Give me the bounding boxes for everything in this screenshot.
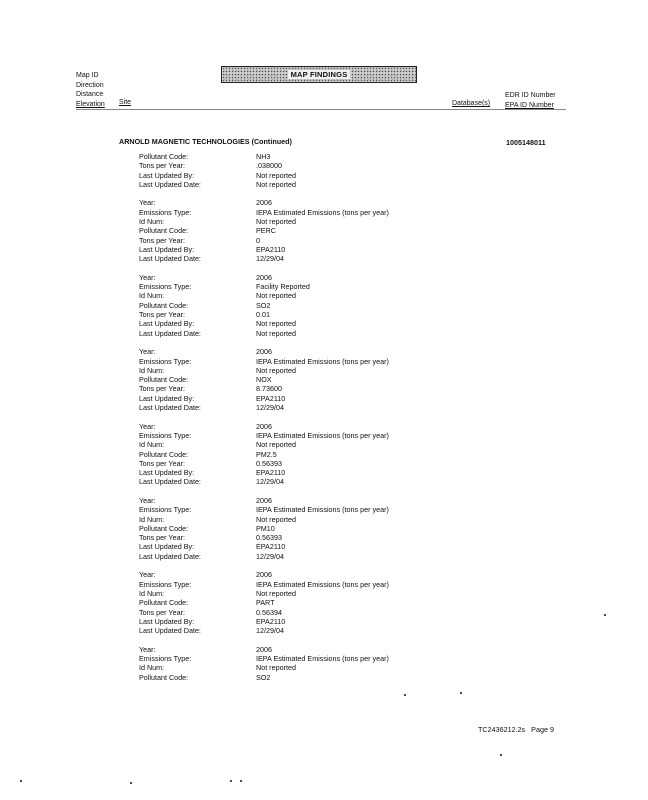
database-column-label: Database(s) xyxy=(452,100,491,107)
last-updated-by-label: Last Updated By: xyxy=(139,170,195,180)
page-title: MAP FINDINGS xyxy=(288,70,351,79)
year-label: Year: xyxy=(139,272,156,282)
pollutant-code-label: Pollutant Code: xyxy=(139,226,189,236)
year-label: Year: xyxy=(139,198,156,208)
record-row-last-updated-by xyxy=(139,542,389,551)
pollutant-code-label: Pollutant Code: xyxy=(139,375,189,385)
record-row-id-num xyxy=(139,440,389,449)
record-row-last-updated-date xyxy=(139,329,389,338)
record-row-emissions-type xyxy=(139,431,389,440)
document-id: TC2436212.2s xyxy=(478,725,526,734)
record-row-pollutant-code xyxy=(139,152,389,161)
record-row-emissions-type xyxy=(139,282,389,291)
last-updated-by-label: Last Updated By: xyxy=(139,542,195,552)
record-row-year xyxy=(139,570,389,579)
last-updated-date-value: Not reported xyxy=(256,179,296,189)
emission-record xyxy=(139,198,389,263)
record-row-last-updated-by xyxy=(139,468,389,477)
id-num-value: Not reported xyxy=(256,588,296,598)
emissions-type-label: Emissions Type: xyxy=(139,207,192,217)
last-updated-date-label: Last Updated Date: xyxy=(139,254,201,264)
header-divider xyxy=(76,109,566,110)
record-row-last-updated-by xyxy=(139,245,389,254)
emission-record xyxy=(139,422,389,487)
record-row-id-num xyxy=(139,515,389,524)
header-right-labels xyxy=(505,91,556,110)
last-updated-by-value: EPA2110 xyxy=(256,468,286,478)
record-row-pollutant-code xyxy=(139,673,389,682)
record-row-tons-per-year xyxy=(139,161,389,170)
id-num-value: Not reported xyxy=(256,217,296,227)
epa-id-label: EPA ID Number xyxy=(505,101,554,109)
emission-records xyxy=(139,152,389,691)
id-num-label: Id Num: xyxy=(139,217,165,227)
scan-speck xyxy=(240,780,242,782)
record-row-last-updated-date xyxy=(139,626,389,635)
pollutant-code-value: SO2 xyxy=(256,300,271,310)
year-value: 2006 xyxy=(256,198,272,208)
pollutant-code-value: SO2 xyxy=(256,672,271,682)
last-updated-date-value: 12/29/04 xyxy=(256,477,284,487)
year-value: 2006 xyxy=(256,272,272,282)
emissions-type-value: IEPA Estimated Emissions (tons per year) xyxy=(256,207,389,217)
record-row-tons-per-year xyxy=(139,236,389,245)
emissions-type-label: Emissions Type: xyxy=(139,579,192,589)
record-row-id-num xyxy=(139,366,389,375)
emissions-type-value: Facility Reported xyxy=(256,282,310,292)
record-row-tons-per-year xyxy=(139,608,389,617)
record-row-id-num xyxy=(139,663,389,672)
record-row-tons-per-year xyxy=(139,459,389,468)
record-row-tons-per-year xyxy=(139,384,389,393)
last-updated-by-label: Last Updated By: xyxy=(139,244,195,254)
record-row-year xyxy=(139,496,389,505)
emissions-type-label: Emissions Type: xyxy=(139,430,192,440)
last-updated-date-label: Last Updated Date: xyxy=(139,179,201,189)
pollutant-code-label: Pollutant Code: xyxy=(139,672,189,682)
tons-per-year-value: .038000 xyxy=(256,161,282,171)
map-id-label: Map ID xyxy=(76,72,99,79)
id-num-label: Id Num: xyxy=(139,514,165,524)
emission-record xyxy=(139,570,389,635)
year-label: Year: xyxy=(139,644,156,654)
pollutant-code-value: PM2.5 xyxy=(256,449,277,459)
header-left-labels xyxy=(76,71,105,109)
year-label: Year: xyxy=(139,570,156,580)
last-updated-date-value: 12/29/04 xyxy=(256,254,284,264)
emission-record xyxy=(139,496,389,561)
tons-per-year-label: Tons per Year: xyxy=(139,310,185,320)
record-row-id-num xyxy=(139,589,389,598)
pollutant-code-value: NH3 xyxy=(256,152,271,161)
emissions-type-value: IEPA Estimated Emissions (tons per year) xyxy=(256,579,389,589)
id-num-label: Id Num: xyxy=(139,440,165,450)
direction-label: Direction xyxy=(76,81,104,89)
record-row-emissions-type xyxy=(139,580,389,589)
year-label: Year: xyxy=(139,421,156,431)
pollutant-code-value: PART xyxy=(256,598,275,608)
last-updated-by-label: Last Updated By: xyxy=(139,393,195,403)
emissions-type-label: Emissions Type: xyxy=(139,505,192,515)
id-num-label: Id Num: xyxy=(139,588,165,598)
record-row-last-updated-by xyxy=(139,171,389,180)
tons-per-year-value: 0 xyxy=(256,235,260,245)
id-num-value: Not reported xyxy=(256,663,296,673)
record-row-tons-per-year xyxy=(139,533,389,542)
scan-speck xyxy=(230,780,232,782)
pollutant-code-label: Pollutant Code: xyxy=(139,598,189,608)
last-updated-by-label: Last Updated By: xyxy=(139,616,195,626)
last-updated-date-label: Last Updated Date: xyxy=(139,328,201,338)
pollutant-code-label: Pollutant Code: xyxy=(139,300,189,310)
scan-speck xyxy=(460,692,462,694)
site-id: 1005148011 xyxy=(506,138,546,147)
year-value: 2006 xyxy=(256,347,272,357)
record-row-id-num xyxy=(139,217,389,226)
edr-id-label: EDR ID Number xyxy=(505,92,556,99)
scan-speck xyxy=(20,780,22,782)
record-row-emissions-type xyxy=(139,654,389,663)
record-row-last-updated-date xyxy=(139,254,389,263)
pollutant-code-label: Pollutant Code: xyxy=(139,449,189,459)
emission-record xyxy=(139,273,389,338)
pollutant-code-label: Pollutant Code: xyxy=(139,523,189,533)
year-value: 2006 xyxy=(256,644,272,654)
tons-per-year-value: 0.56393 xyxy=(256,533,282,543)
last-updated-by-label: Last Updated By: xyxy=(139,319,195,329)
id-num-value: Not reported xyxy=(256,514,296,524)
record-row-pollutant-code xyxy=(139,375,389,384)
tons-per-year-label: Tons per Year: xyxy=(139,607,185,617)
tons-per-year-label: Tons per Year: xyxy=(139,235,185,245)
emission-record xyxy=(139,152,389,189)
tons-per-year-value: 0.01 xyxy=(256,310,270,320)
scan-speck xyxy=(130,782,132,784)
record-row-id-num xyxy=(139,291,389,300)
year-label: Year: xyxy=(139,495,156,505)
tons-per-year-label: Tons per Year: xyxy=(139,458,185,468)
record-row-emissions-type xyxy=(139,505,389,514)
emission-record xyxy=(139,645,389,682)
id-num-value: Not reported xyxy=(256,291,296,301)
last-updated-by-value: Not reported xyxy=(256,319,296,329)
distance-label: Distance xyxy=(76,91,104,98)
page-title-box xyxy=(221,66,417,83)
page-number: Page 9 xyxy=(531,725,554,734)
id-num-label: Id Num: xyxy=(139,291,165,301)
last-updated-date-label: Last Updated Date: xyxy=(139,626,201,636)
last-updated-date-label: Last Updated Date: xyxy=(139,403,201,413)
scan-speck xyxy=(604,614,606,616)
last-updated-by-value: EPA2110 xyxy=(256,616,286,626)
record-row-year xyxy=(139,198,389,207)
record-row-emissions-type xyxy=(139,208,389,217)
record-row-last-updated-by xyxy=(139,394,389,403)
year-value: 2006 xyxy=(256,421,272,431)
emissions-type-value: IEPA Estimated Emissions (tons per year) xyxy=(256,654,389,664)
record-row-pollutant-code xyxy=(139,524,389,533)
record-row-last-updated-date xyxy=(139,403,389,412)
record-row-pollutant-code xyxy=(139,450,389,459)
record-row-year xyxy=(139,273,389,282)
last-updated-by-value: EPA2110 xyxy=(256,393,286,403)
elevation-label: Elevation xyxy=(76,100,105,108)
id-num-value: Not reported xyxy=(256,440,296,450)
pollutant-code-value: NOX xyxy=(256,375,272,385)
scan-speck xyxy=(404,694,406,696)
record-row-tons-per-year xyxy=(139,310,389,319)
record-row-last-updated-date xyxy=(139,552,389,561)
pollutant-code-value: PM10 xyxy=(256,523,275,533)
emissions-type-label: Emissions Type: xyxy=(139,356,192,366)
id-num-value: Not reported xyxy=(256,365,296,375)
last-updated-date-label: Last Updated Date: xyxy=(139,551,201,561)
tons-per-year-label: Tons per Year: xyxy=(139,533,185,543)
emissions-type-value: IEPA Estimated Emissions (tons per year) xyxy=(256,430,389,440)
record-row-pollutant-code xyxy=(139,226,389,235)
last-updated-by-value: EPA2110 xyxy=(256,244,286,254)
year-label: Year: xyxy=(139,347,156,357)
pollutant-code-label: Pollutant Code: xyxy=(139,152,189,161)
year-value: 2006 xyxy=(256,570,272,580)
scan-speck xyxy=(500,754,502,756)
last-updated-by-value: Not reported xyxy=(256,170,296,180)
emissions-type-value: IEPA Estimated Emissions (tons per year) xyxy=(256,505,389,515)
last-updated-date-value: 12/29/04 xyxy=(256,403,284,413)
tons-per-year-value: 0.56393 xyxy=(256,458,282,468)
last-updated-date-label: Last Updated Date: xyxy=(139,477,201,487)
last-updated-date-value: Not reported xyxy=(256,328,296,338)
id-num-label: Id Num: xyxy=(139,365,165,375)
record-row-pollutant-code xyxy=(139,598,389,607)
emissions-type-value: IEPA Estimated Emissions (tons per year) xyxy=(256,356,389,366)
emission-record xyxy=(139,347,389,412)
last-updated-by-value: EPA2110 xyxy=(256,542,286,552)
record-row-last-updated-by xyxy=(139,617,389,626)
record-row-year xyxy=(139,347,389,356)
emissions-type-label: Emissions Type: xyxy=(139,282,192,292)
record-row-emissions-type xyxy=(139,357,389,366)
last-updated-date-value: 12/29/04 xyxy=(256,551,284,561)
emissions-type-label: Emissions Type: xyxy=(139,654,192,664)
record-row-year xyxy=(139,645,389,654)
record-row-last-updated-date xyxy=(139,180,389,189)
record-row-last-updated-by xyxy=(139,319,389,328)
tons-per-year-value: 0.56394 xyxy=(256,607,282,617)
record-row-pollutant-code xyxy=(139,301,389,310)
pollutant-code-value: PERC xyxy=(256,226,276,236)
year-value: 2006 xyxy=(256,495,272,505)
id-num-label: Id Num: xyxy=(139,663,165,673)
page-footer xyxy=(478,725,554,734)
last-updated-by-label: Last Updated By: xyxy=(139,468,195,478)
last-updated-date-value: 12/29/04 xyxy=(256,626,284,636)
site-column-label: Site xyxy=(119,99,132,106)
site-name: ARNOLD MAGNETIC TECHNOLOGIES (Continued) xyxy=(119,137,292,146)
tons-per-year-value: 8.73600 xyxy=(256,384,282,394)
record-row-year xyxy=(139,422,389,431)
tons-per-year-label: Tons per Year: xyxy=(139,384,185,394)
record-row-last-updated-date xyxy=(139,477,389,486)
tons-per-year-label: Tons per Year: xyxy=(139,161,185,171)
